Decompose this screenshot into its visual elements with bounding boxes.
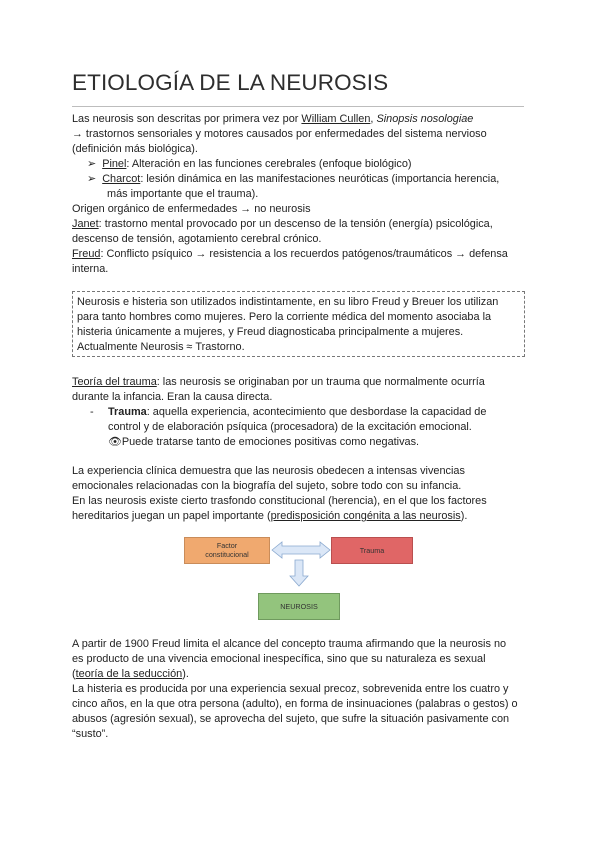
- neurosis-box: [258, 593, 340, 620]
- janet-line2: descenso de tensión, agotamiento cerebral crónico.: [72, 233, 322, 245]
- neurosis-label: NEUROSIS: [280, 602, 318, 611]
- double-arrow-icon: [272, 542, 330, 558]
- trauma-theory-line2: durante la infancia. Eran la causa directa.: [72, 391, 273, 403]
- trauma-definition: [108, 405, 486, 420]
- cullen-line3: (definición más biológica).: [72, 143, 198, 155]
- seduction-theory-term: teoría de la seducción: [75, 668, 183, 680]
- janet-text: : trastorno mental provocado por un descenso de la tensión (energía) psicológica,: [98, 218, 493, 230]
- eye-icon: 👁: [108, 436, 122, 448]
- cullen-line: [72, 112, 473, 127]
- cullen-line2: → trastornos sensoriales y motores causados por enfermedades del sistema nervioso: [72, 128, 487, 140]
- charcot-text: : lesión dinámica en las manifestaciones neuróticas (importancia herencia,: [140, 173, 500, 185]
- trauma-definition2: control y de elaboración psíquica (procesadora) de la excitación emocional.: [108, 421, 472, 433]
- trauma-theory-heading: Teoría del trauma: [72, 376, 157, 388]
- charcot-line2: más importante que el trauma).: [107, 188, 259, 200]
- pinel-item: [87, 157, 412, 172]
- cullen-text: Las neurosis son descritas por primera vez por: [72, 113, 302, 125]
- clinical-line3: En las neurosis existe cierto trasfondo constitucional (herencia), en el que los factores: [72, 495, 487, 507]
- hysteria-line2: cinco años, en la que otra persona (adulto), en forma de insinuaciones (palabras o gestos) o: [72, 698, 518, 710]
- trauma-bullet-dash: -: [90, 406, 94, 418]
- cullen-comma: ,: [370, 113, 377, 125]
- trauma-definition3: [108, 435, 419, 450]
- arrow-bullet-icon: ➢: [87, 158, 103, 170]
- cullen-name: William Cullen: [301, 113, 371, 125]
- factor-label-line1: Factor: [216, 541, 238, 550]
- trauma-definition3-text: Puede tratarse tanto de emociones positivas como negativas.: [121, 436, 420, 448]
- note-line1: Neurosis e histeria son utilizados indistintamente, en su libro Freud y Breuer los utilizan: [77, 296, 499, 308]
- janet-line: [72, 217, 493, 232]
- cullen-book: Sinopsis nosologiae: [376, 113, 474, 125]
- trauma-label: Trauma: [359, 546, 385, 555]
- clinical-line4-b: ).: [460, 510, 468, 522]
- note-line2: para tanto hombres como mujeres. Pero la corriente médica del momento asociaba la: [77, 311, 492, 323]
- freud-text: : Conflicto psíquico → resistencia a los recuerdos patógenos/traumáticos → defensa: [100, 248, 508, 260]
- clinical-line4: [72, 509, 467, 524]
- hysteria-line1: La histeria es producida por una experiencia sexual precoz, sobrevenida entre los cuatro y: [72, 683, 509, 695]
- trauma-theory-line: [72, 375, 485, 390]
- title-divider: [72, 106, 524, 107]
- freud-line2: interna.: [72, 263, 109, 275]
- janet-name: Janet: [72, 218, 99, 230]
- factor-constitucional-box: [184, 537, 270, 564]
- charcot-name: Charcot: [102, 173, 141, 185]
- note-line4: Actualmente Neurosis ≈ Trastorno.: [77, 341, 245, 353]
- freud-name: Freud: [72, 248, 101, 260]
- charcot-item: [87, 172, 499, 187]
- trauma-box: [331, 537, 413, 564]
- page-title: ETIOLOGÍA DE LA NEUROSIS: [72, 70, 389, 95]
- seduction-line2: es producto de una vivencia emocional inespecífica, sino que su naturaleza es sexual: [72, 653, 486, 665]
- trauma-theory-text: : las neurosis se originaban por un trauma que normalmente ocurría: [156, 376, 485, 388]
- clinical-line4-a: hereditarios juegan un papel importante (: [72, 510, 271, 522]
- freud-line: [72, 247, 508, 262]
- clinical-line2: emocionales relacionadas con la biografía del sujeto, sobre todo con su infancia.: [72, 480, 462, 492]
- pinel-text: : Alteración en las funciones cerebrales (enfoque biológico): [126, 158, 412, 170]
- diagram-arrows: [270, 538, 332, 590]
- clinical-line1: La experiencia clínica demuestra que las neurosis obedecen a intensas vivencias: [72, 465, 465, 477]
- down-arrow-icon: [290, 560, 308, 586]
- seduction-paren-open: (: [72, 668, 76, 680]
- seduction-paren-close: ).: [182, 668, 189, 680]
- seduction-line3: [72, 667, 189, 682]
- note-line3: histeria únicamente a mujeres, y Freud diagnosticaba principalmente a mujeres.: [77, 326, 464, 338]
- hysteria-line3: abusos (agresión sexual), se aprovecha del sujeto, que sufre la situación pasivamente con: [72, 713, 510, 725]
- factor-label-line2: constitucional: [205, 550, 249, 559]
- trauma-term: Trauma: [108, 406, 147, 418]
- seduction-line1: A partir de 1900 Freud limita el alcance del concepto trauma afirmando que la neurosis no: [72, 638, 507, 650]
- origin-line: Origen orgánico de enfermedades → no neurosis: [72, 203, 311, 215]
- predisposition-term: predisposición congénita a las neurosis: [270, 510, 461, 522]
- hysteria-line4: “susto”.: [72, 728, 109, 740]
- arrow-bullet-icon: ➢: [87, 173, 103, 185]
- pinel-name: Pinel: [102, 158, 127, 170]
- trauma-definition-text: : aquella experiencia, acontecimiento que desbordase la capacidad de: [146, 406, 487, 418]
